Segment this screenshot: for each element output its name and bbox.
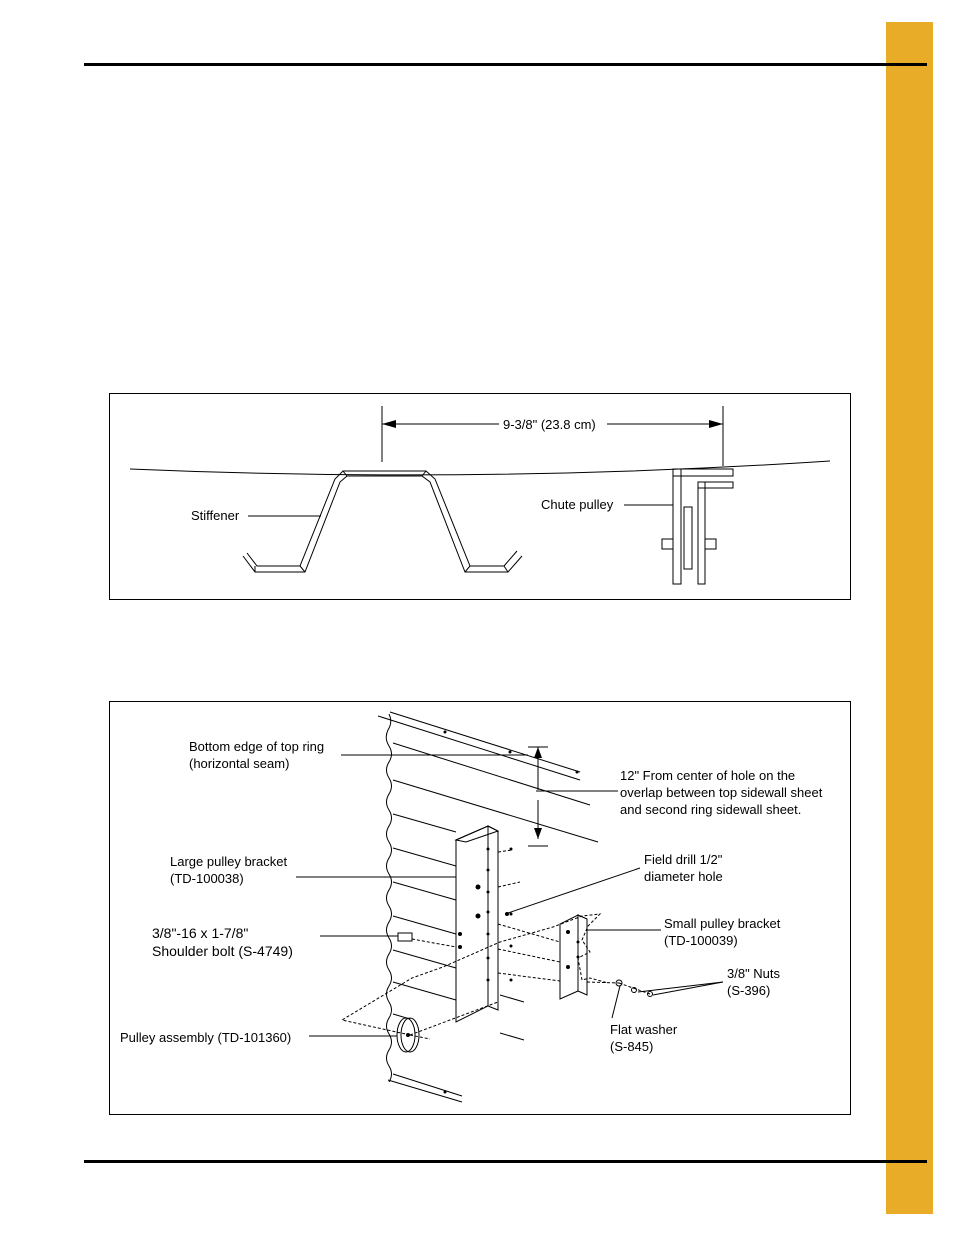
stiffener-label: Stiffener xyxy=(191,508,240,523)
measure-label-2: overlap between top sidewall sheet xyxy=(620,785,823,800)
dimension-arrow-right xyxy=(709,420,723,428)
large-pulley-bracket xyxy=(456,826,488,1022)
flat-washer-label-2: (S-845) xyxy=(610,1039,654,1054)
chute-pulley-wheel xyxy=(684,507,692,569)
nuts-leader-1 xyxy=(638,982,723,992)
flat-washer-leader xyxy=(612,986,620,1018)
large-bracket-label-2: (TD-100038) xyxy=(170,871,244,886)
dimension-arrow-left xyxy=(382,420,396,428)
shoulder-bolt xyxy=(398,933,412,941)
chute-pulley-bracket xyxy=(673,469,681,584)
seam-dimension-arrow-top xyxy=(534,747,542,758)
measure-label-1: 12" From center of hole on the xyxy=(620,768,796,783)
field-drill-label-2: diameter hole xyxy=(644,869,723,884)
small-pulley-bracket xyxy=(560,915,578,999)
sidewall-cut-edge xyxy=(386,714,391,1082)
dimension-label: 9-3/8" (23.8 cm) xyxy=(499,416,600,433)
stiffener-drawing xyxy=(110,394,850,599)
side-tab xyxy=(886,22,933,1214)
roof-sheet-line xyxy=(130,461,830,475)
bottom-ring-seam xyxy=(388,1080,462,1102)
shoulder-bolt-label-2: Shoulder bolt (S-4749) xyxy=(152,943,293,959)
small-bracket-label-1: Small pulley bracket xyxy=(664,916,781,931)
flat-washer-label-1: Flat washer xyxy=(610,1022,678,1037)
pulley-hub xyxy=(406,1033,410,1037)
small-bracket-label-2: (TD-100039) xyxy=(664,933,738,948)
field-drill-hole xyxy=(505,912,509,916)
bottom-edge-label-1: Bottom edge of top ring xyxy=(189,739,325,754)
bottom-edge-label-2: (horizontal seam) xyxy=(189,756,290,771)
stiffener-figure xyxy=(109,393,851,600)
measure-label-3: and second ring sidewall sheet. xyxy=(620,802,802,817)
footer-rule xyxy=(84,1160,927,1163)
header-rule xyxy=(84,63,927,66)
pulley-bracket-figure xyxy=(109,701,851,1115)
seam-dimension-arrow-bottom xyxy=(534,828,542,839)
field-drill-label-1: Field drill 1/2" xyxy=(644,852,723,867)
chute-pulley-label: Chute pulley xyxy=(541,497,614,512)
shoulder-bolt-label-1: 3/8"-16 x 1-7/8" xyxy=(152,925,249,941)
nuts-label-2: (S-396) xyxy=(727,983,771,998)
field-drill-leader xyxy=(505,868,640,914)
stiffener-shape xyxy=(243,476,522,572)
large-bracket-label-1: Large pulley bracket xyxy=(170,854,288,869)
pulley-assembly-label: Pulley assembly (TD-101360) xyxy=(120,1030,292,1045)
nuts-label-1: 3/8" Nuts xyxy=(727,966,781,981)
